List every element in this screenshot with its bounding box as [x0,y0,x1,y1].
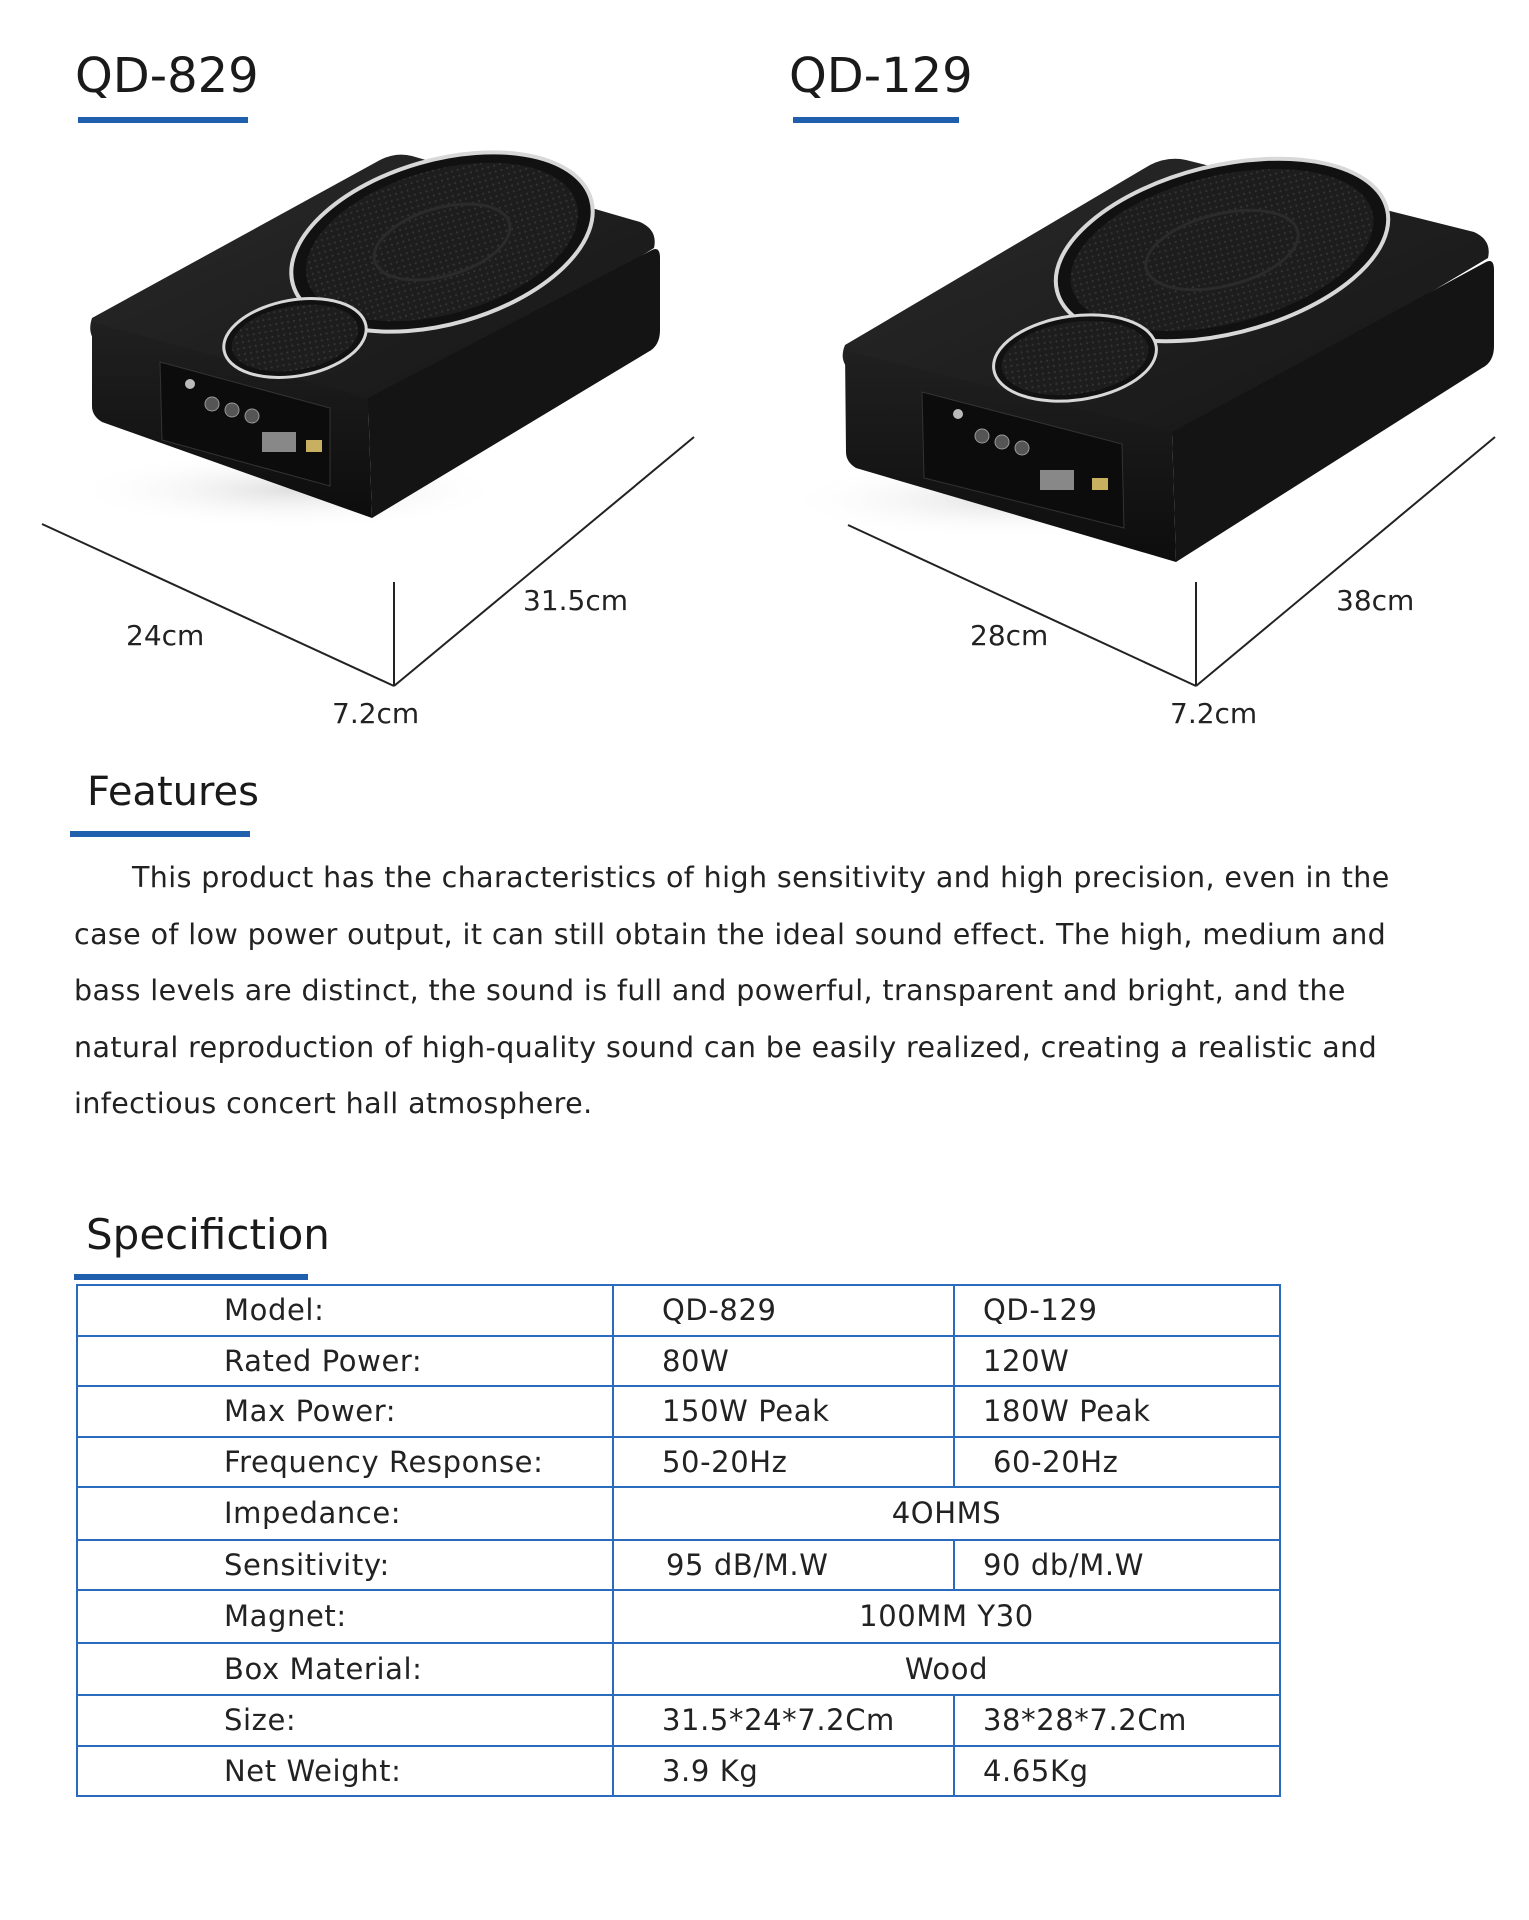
spec-label: Impedance: [77,1487,613,1540]
spec-label: Model: [77,1285,613,1336]
features-underline [70,831,250,837]
product-title-qd129: QD-129 [789,48,973,104]
spec-label: Box Material: [77,1643,613,1696]
spec-value-qd829: 31.5*24*7.2Cm [613,1695,954,1746]
spec-label: Sensitivity: [77,1540,613,1591]
table-row [77,1590,1280,1643]
features-text: This product has the characteristics of high sensitivity and high precision, even in the case of low power output, it can still obtain the ideal sound effect. The high, medium and bass levels are distinct, the sound is full and powerful, transparent and bright, and the natural reproduction of high-quality sound can be easily realized, creating a realistic and infectious concert hall atmosphere. [74,861,1390,1120]
spec-label: Magnet: [77,1590,613,1643]
spec-value-qd129: 38*28*7.2Cm [954,1695,1280,1746]
dim-height-qd129: 7.2cm [1170,697,1258,730]
speaker-qd829-image [70,120,660,530]
product-illustrations [0,0,1529,780]
table-row [77,1487,1280,1540]
spec-value-qd829: 95 dB/M.W [613,1540,954,1591]
spec-label: Rated Power: [77,1336,613,1387]
spec-value-shared: 4OHMS [613,1487,1280,1540]
features-heading: Features [87,769,259,815]
spec-value-qd829: 3.9 Kg [613,1746,954,1797]
dim-height-qd829: 7.2cm [332,697,420,730]
spec-table [76,1284,1281,1797]
product-title-qd829: QD-829 [75,48,259,104]
spec-value-qd829: QD-829 [613,1285,954,1336]
spec-value-shared: 100MM Y30 [613,1590,1280,1643]
spec-value-qd129: QD-129 [954,1285,1280,1336]
spec-value-shared: Wood [613,1643,1280,1696]
spec-value-qd829: 50-20Hz [613,1437,954,1488]
dim-width-qd129: 28cm [970,619,1049,652]
spec-value-qd129: 180W Peak [954,1386,1280,1437]
spec-value-qd129: 4.65Kg [954,1746,1280,1797]
spec-value-qd829: 80W [613,1336,954,1387]
dim-length-qd829: 31.5cm [523,584,629,617]
spec-value-qd129: 60-20Hz [954,1437,1280,1488]
spec-label: Frequency Response: [77,1437,613,1488]
spec-value-qd129: 90 db/M.W [954,1540,1280,1591]
spec-underline [74,1274,308,1280]
table-row [77,1285,1280,1336]
table-row [77,1746,1280,1797]
dim-length-qd129: 38cm [1336,584,1415,617]
spec-heading: Specifiction [86,1210,330,1259]
table-row [77,1386,1280,1437]
table-row [77,1643,1280,1696]
dim-width-qd829: 24cm [126,619,205,652]
speaker-qd129-image [780,127,1494,562]
spec-value-qd829: 150W Peak [613,1386,954,1437]
spec-value-qd129: 120W [954,1336,1280,1387]
spec-label: Size: [77,1695,613,1746]
table-row [77,1336,1280,1387]
table-row [77,1695,1280,1746]
spec-label: Max Power: [77,1386,613,1437]
features-description [74,850,1454,1133]
table-row [77,1437,1280,1488]
spec-label: Net Weight: [77,1746,613,1797]
table-row [77,1540,1280,1591]
